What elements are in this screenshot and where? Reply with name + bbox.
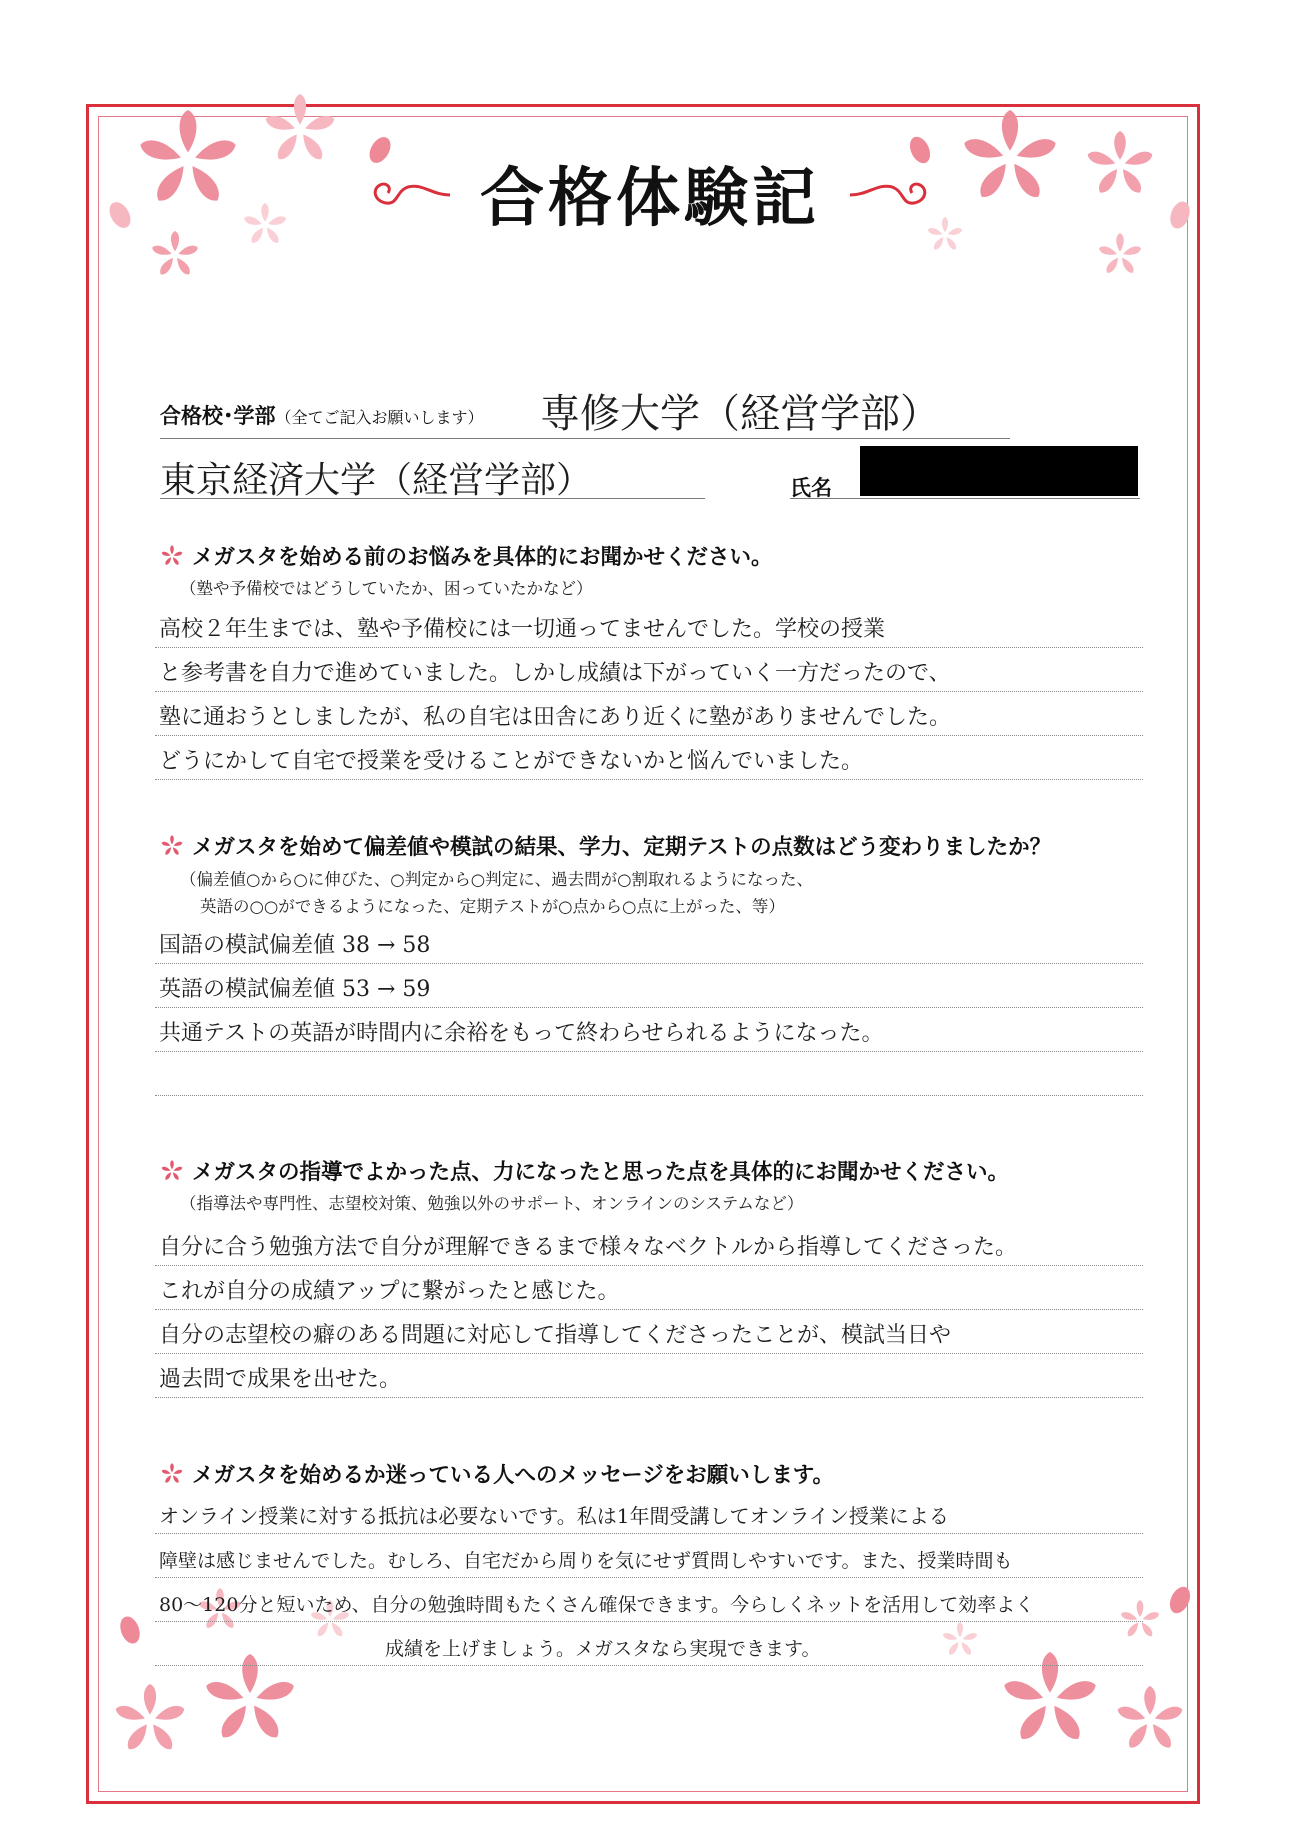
answer-line — [155, 648, 1143, 692]
answer-4-lines — [155, 1490, 1143, 1666]
question-3-heading — [160, 1155, 1009, 1186]
answer-4-line-2: 障壁は感じませんでした。むしろ、自宅だから周りを気にせず質問しやすいです。また、授業時間も — [159, 1550, 1013, 1572]
answer-4-line-1: オンライン授業に対する抵抗は必要ないです。私は1年間受講してオンライン授業による — [159, 1504, 949, 1528]
answer-line — [155, 1578, 1143, 1622]
answer-line — [155, 964, 1143, 1008]
answer-2-lines — [155, 920, 1143, 1096]
answer-line — [155, 1354, 1143, 1398]
title-area — [0, 148, 1300, 238]
answer-2-line-2: 英語の模試偏差値 53 → 59 — [159, 977, 431, 1002]
school-label-note: （全てご記入お願いします） — [275, 408, 484, 427]
question-2-hint-2: 英語の○○ができるようになった、定期テストが○点から○点に上がった、等） — [200, 897, 785, 916]
question-1-text: メガスタを始める前のお悩みを具体的にお聞かせください。 — [192, 545, 773, 570]
right-flourish-icon — [846, 173, 938, 213]
answer-3-line-3: 自分の志望校の癖のある問題に対応して指導してくださったことが、模試当日や — [159, 1323, 952, 1348]
question-2-heading — [160, 830, 1051, 861]
left-flourish-icon — [362, 173, 454, 213]
school-underline-2 — [160, 498, 705, 499]
answer-1-line-2: と参考書を自力で進めていました。しかし成績は下がっていく一方だったので、 — [159, 661, 951, 686]
question-1-heading — [160, 540, 773, 571]
answer-line — [155, 1490, 1143, 1534]
answer-2-line-1: 国語の模試偏差値 38 → 58 — [159, 933, 431, 958]
school-entry-2: 東京経済大学（経営学部） — [160, 460, 593, 501]
page-title: 合格体験記 — [480, 162, 820, 236]
answer-line — [155, 1266, 1143, 1310]
answer-3-line-4: 過去問で成果を出せた。 — [159, 1367, 402, 1392]
question-3-text: メガスタの指導でよかった点、力になったと思った点を具体的にお聞かせください。 — [192, 1160, 1010, 1185]
answer-line — [155, 1222, 1143, 1266]
question-2-hint-1: （偏差値○から○に伸びた、○判定から○判定に、過去問が○割取れるようになった、 — [180, 870, 813, 889]
answer-1-line-4: どうにかして自宅で授業を受けることができないかと悩んでいました。 — [159, 749, 864, 774]
sakura-bullet-icon — [160, 544, 184, 568]
answer-line — [155, 1622, 1143, 1666]
answer-3-line-1: 自分に合う勉強方法で自分が理解できるまで様々なベクトルから指導してくださった。 — [159, 1235, 1018, 1260]
school-entry-1: 専修大学（経営学部） — [540, 391, 940, 437]
answer-line — [155, 692, 1143, 736]
name-label: 氏名 — [790, 476, 832, 500]
answer-line — [155, 604, 1143, 648]
answer-line — [155, 1052, 1143, 1096]
answer-2-line-3: 共通テストの英語が時間内に余裕をもって終わらせられるようになった。 — [159, 1021, 884, 1046]
sakura-bullet-icon — [160, 1159, 184, 1183]
sakura-bullet-icon — [160, 834, 184, 858]
name-underline — [790, 498, 1140, 499]
question-4-text: メガスタを始めるか迷っている人へのメッセージをお願いします。 — [192, 1463, 834, 1488]
answer-1-lines — [155, 604, 1143, 780]
name-redaction — [860, 446, 1138, 496]
school-label-text: 合格校･学部 — [160, 404, 276, 428]
answer-4-line-4: 成績を上げましょう。メガスタなら実現できます。 — [385, 1638, 821, 1660]
school-label — [160, 400, 484, 430]
question-4-heading — [160, 1458, 834, 1489]
question-2-text: メガスタを始めて偏差値や模試の結果、学力、定期テストの点数はどう変わりましたか？ — [192, 835, 1052, 860]
answer-4-line-3: 80～120分と短いため、自分の勉強時間もたくさん確保できます。今らしくネットを活用して効率よく — [159, 1594, 1035, 1616]
answer-line — [155, 1310, 1143, 1354]
school-underline-1 — [160, 438, 1010, 439]
answer-3-lines — [155, 1222, 1143, 1398]
answer-1-line-3: 塾に通おうとしましたが、私の自宅は田舎にあり近くに塾がありませんでした。 — [159, 705, 952, 730]
answer-1-line-1: 高校２年生までは、塾や予備校には一切通ってませんでした。学校の授業 — [159, 617, 886, 642]
sakura-bullet-icon — [160, 1462, 184, 1486]
answer-line — [155, 920, 1143, 964]
question-3-hint: （指導法や専門性、志望校対策、勉強以外のサポート、オンラインのシステムなど） — [180, 1194, 804, 1213]
question-1-hint: （塾や予備校ではどうしていたか、困っていたかなど） — [180, 579, 593, 598]
answer-line — [155, 1008, 1143, 1052]
answer-line — [155, 1534, 1143, 1578]
answer-line — [155, 736, 1143, 780]
answer-3-line-2: これが自分の成績アップに繋がったと感じた。 — [159, 1279, 620, 1304]
